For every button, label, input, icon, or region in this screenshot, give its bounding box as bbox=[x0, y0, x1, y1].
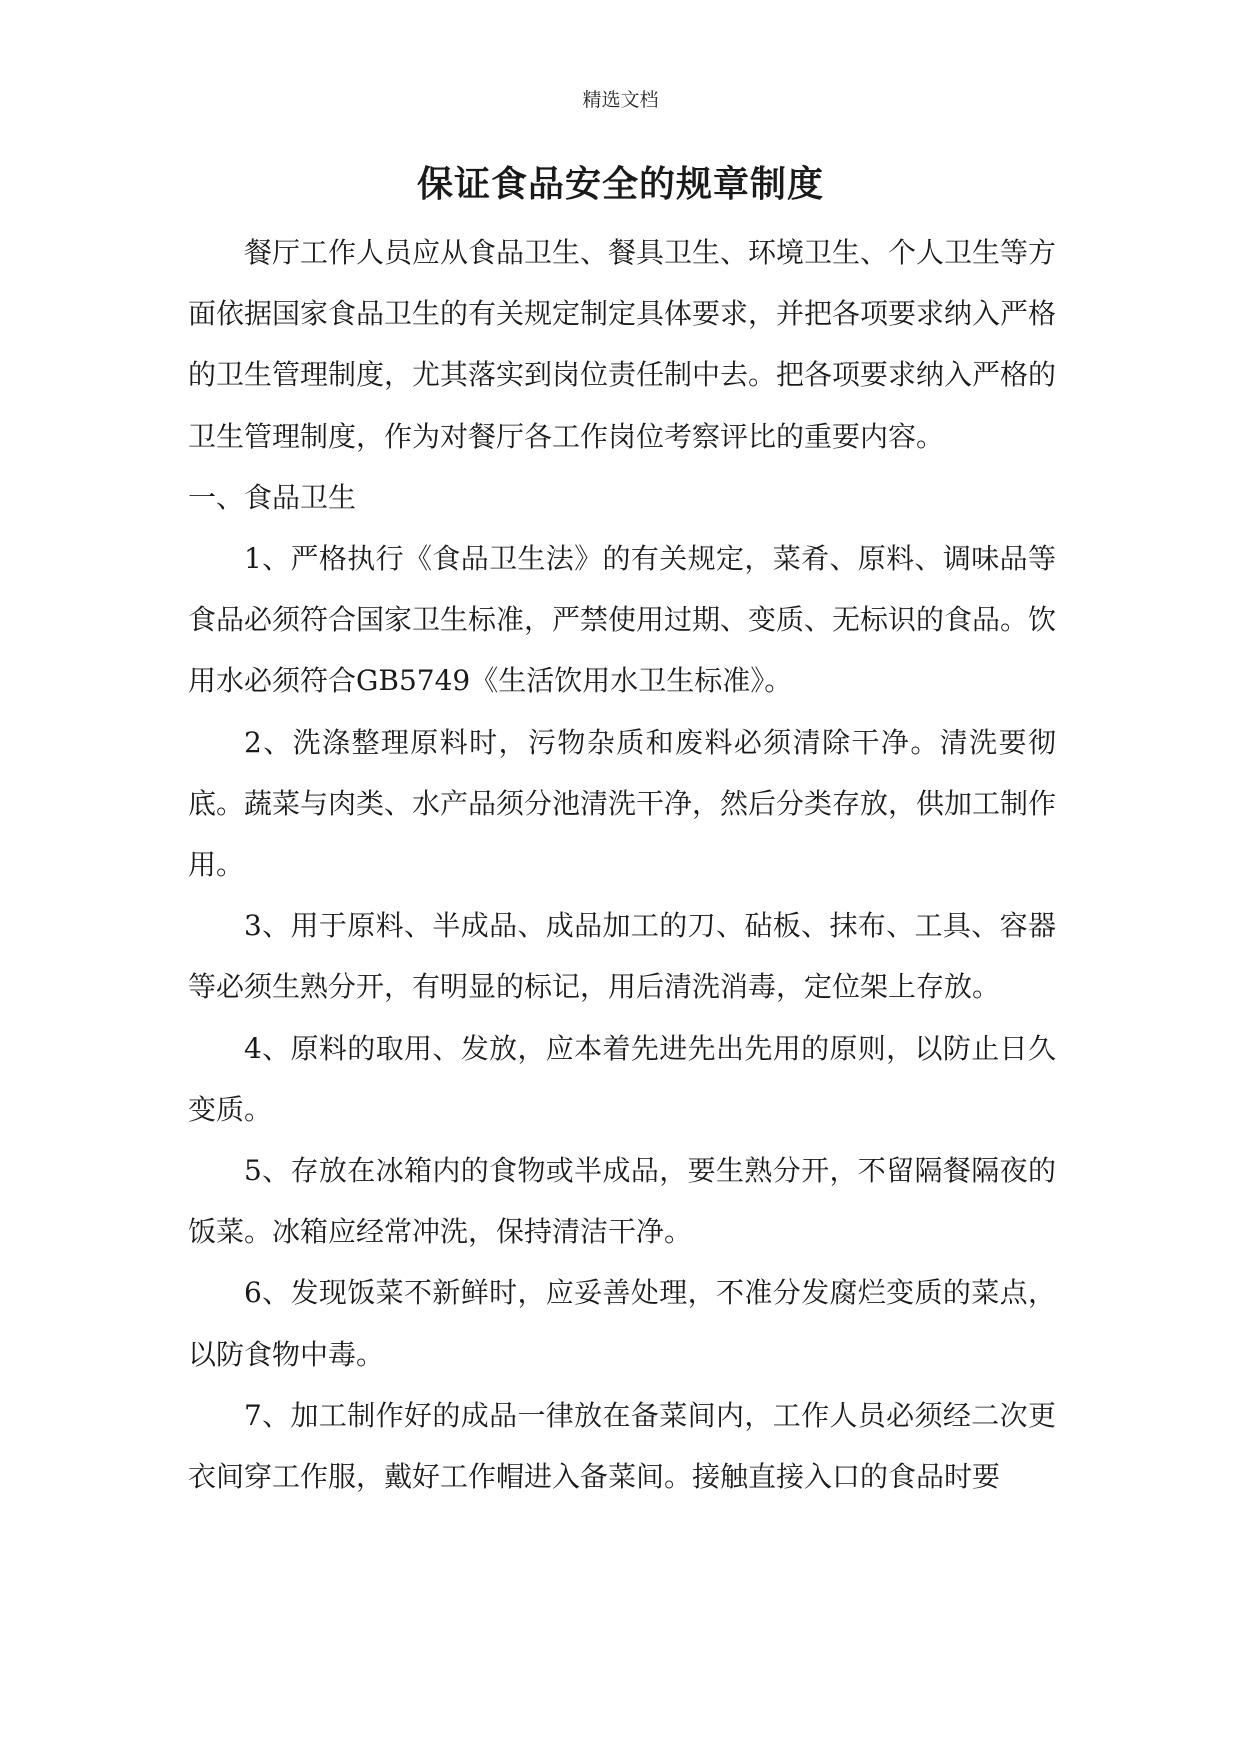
list-item: 7、加工制作好的成品一律放在备菜间内，工作人员必须经二次更衣间穿工作服，戴好工作帽进入备菜间。接触直接入口的食品时要 bbox=[188, 1398, 1056, 1494]
list-item: 6、发现饭菜不新鲜时，应妥善处理，不准分发腐烂变质的菜点，以防食物中毒。 bbox=[188, 1276, 1056, 1371]
list-item: 1、严格执行《食品卫生法》的有关规定，菜肴、原料、调味品等食品必须符合国家卫生标准，严禁使用过期、变质、无标识的食品。饮用水必须符合GB5749《生活饮用水卫生标准》。 bbox=[188, 542, 1057, 698]
list-item: 3、用于原料、半成品、成品加工的刀、砧板、抹布、工具、容器等必须生熟分开，有明显的标记，用后清洗消毒，定位架上存放。 bbox=[188, 909, 1056, 1004]
list-item: 2、洗涤整理原料时，污物杂质和废料必须清除干净。清洗要彻底。蔬菜与肉类、水产品须分池清洗干净，然后分类存放，供加工制作用。 bbox=[188, 725, 1057, 882]
document-title: 保证食品安全的规章制度 bbox=[416, 163, 824, 205]
section-heading: 一、食品卫生 bbox=[188, 480, 357, 514]
list-item: 5、存放在冰箱内的食物或半成品，要生熟分开，不留隔餐隔夜的饭菜。冰箱应经常冲洗，保持清洁干净。 bbox=[188, 1154, 1056, 1249]
page-header: 精选文档 bbox=[582, 89, 659, 111]
list-item: 4、原料的取用、发放，应本着先进先出先用的原则，以防止日久变质。 bbox=[188, 1031, 1056, 1126]
intro-paragraph: 餐厅工作人员应从食品卫生、餐具卫生、环境卫生、个人卫生等方面依据国家食品卫生的有关规定制定具体要求，并把各项要求纳入严格的卫生管理制度，尤其落实到岗位责任制中去。把各项要求纳入严格的卫生管理制度，作为对餐厅各工作岗位考察评比的重要内容。 bbox=[188, 236, 1057, 453]
document-body bbox=[188, 222, 1056, 1507]
